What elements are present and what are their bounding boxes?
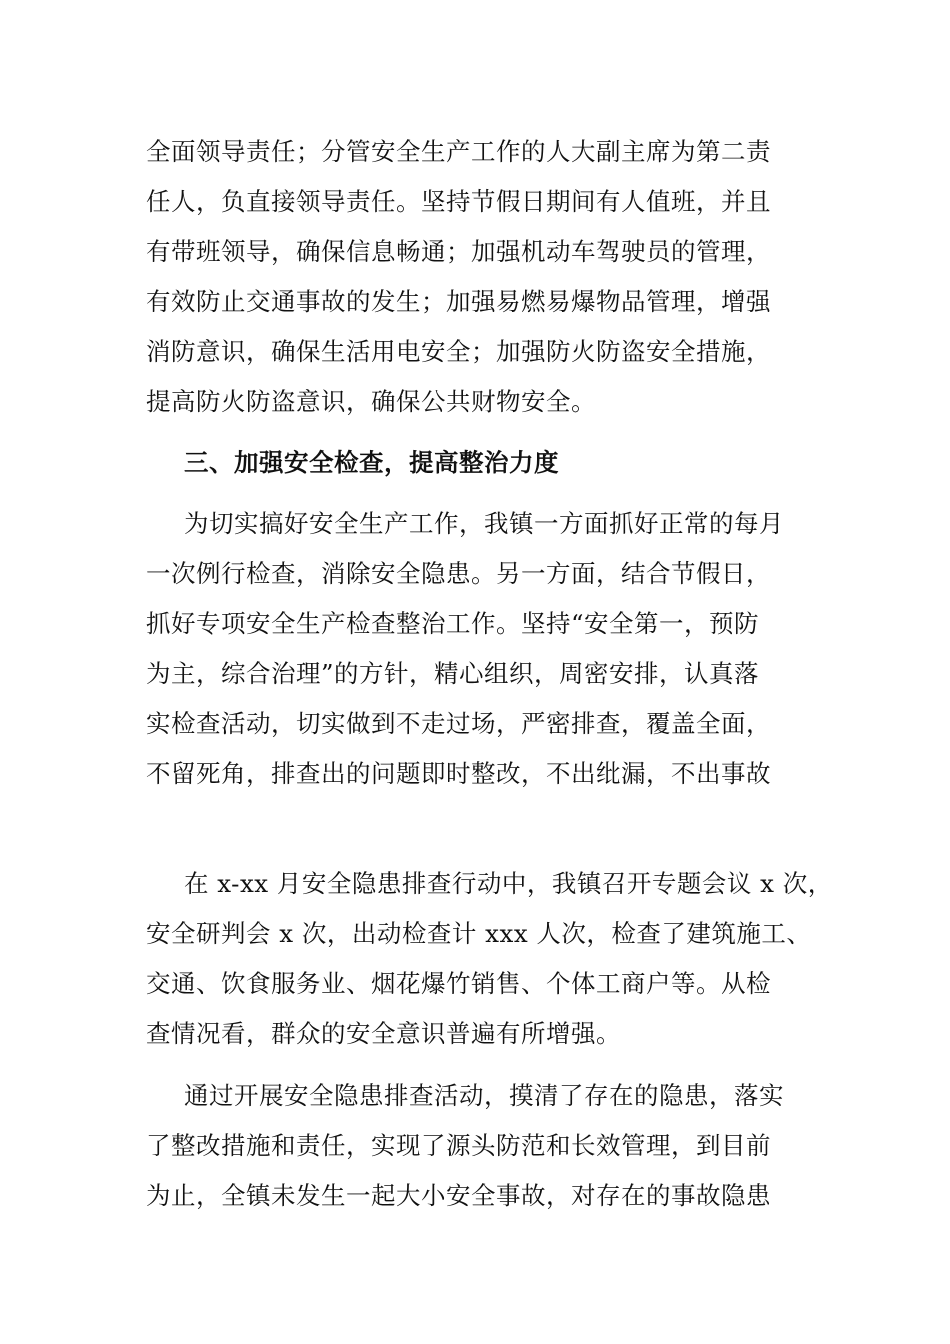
paragraph-line: 为止，全镇未发生一起大小安全事故，对存在的事故隐患 [146,1181,771,1210]
paragraph-line: 了整改措施和责任，实现了源头防范和长效管理，到目前 [146,1131,771,1160]
paragraph-line: 消防意识，确保生活用电安全；加强防火防盗安全措施， [146,337,771,366]
paragraph-line: 任人，负直接领导责任。坚持节假日期间有人值班，并且 [146,187,771,216]
paragraph-line: 通过开展安全隐患排查活动，摸清了存在的隐患，落实 [184,1081,784,1110]
paragraph-line: 有带班领导，确保信息畅通；加强机动车驾驶员的管理， [146,237,771,266]
paragraph-line: 安全研判会 x 次，出动检查计 xxx 人次，检查了建筑施工、 [146,919,812,948]
paragraph-line: 抓好专项安全生产检查整治工作。坚持“安全第一，预防 [146,609,760,638]
paragraph-line: 在 x-xx 月安全隐患排查行动中，我镇召开专题会议 x 次， [184,869,833,898]
paragraph-line: 实检查活动，切实做到不走过场，严密排查，覆盖全面， [146,709,771,738]
paragraph-line: 有效防止交通事故的发生；加强易燃易爆物品管理，增强 [146,287,771,316]
paragraph-line: 全面领导责任；分管安全生产工作的人大副主席为第二责 [146,137,771,166]
section-heading: 三、加强安全检查，提高整治力度 [184,448,559,477]
paragraph-line: 一次例行检查，消除安全隐患。另一方面，结合节假日， [146,559,771,588]
paragraph-line: 为主，综合治理”的方针，精心组织，周密安排，认真落 [146,659,760,688]
paragraph-line: 为切实搞好安全生产工作，我镇一方面抓好正常的每月 [184,509,784,538]
paragraph-line: 提高防火防盗意识，确保公共财物安全。 [146,387,596,416]
paragraph-line: 不留死角，排查出的问题即时整改，不出纰漏，不出事故 [146,759,771,788]
paragraph-line: 查情况看，群众的安全意识普遍有所增强。 [146,1019,621,1048]
paragraph-line: 交通、饮食服务业、烟花爆竹销售、个体工商户等。从检 [146,969,771,998]
